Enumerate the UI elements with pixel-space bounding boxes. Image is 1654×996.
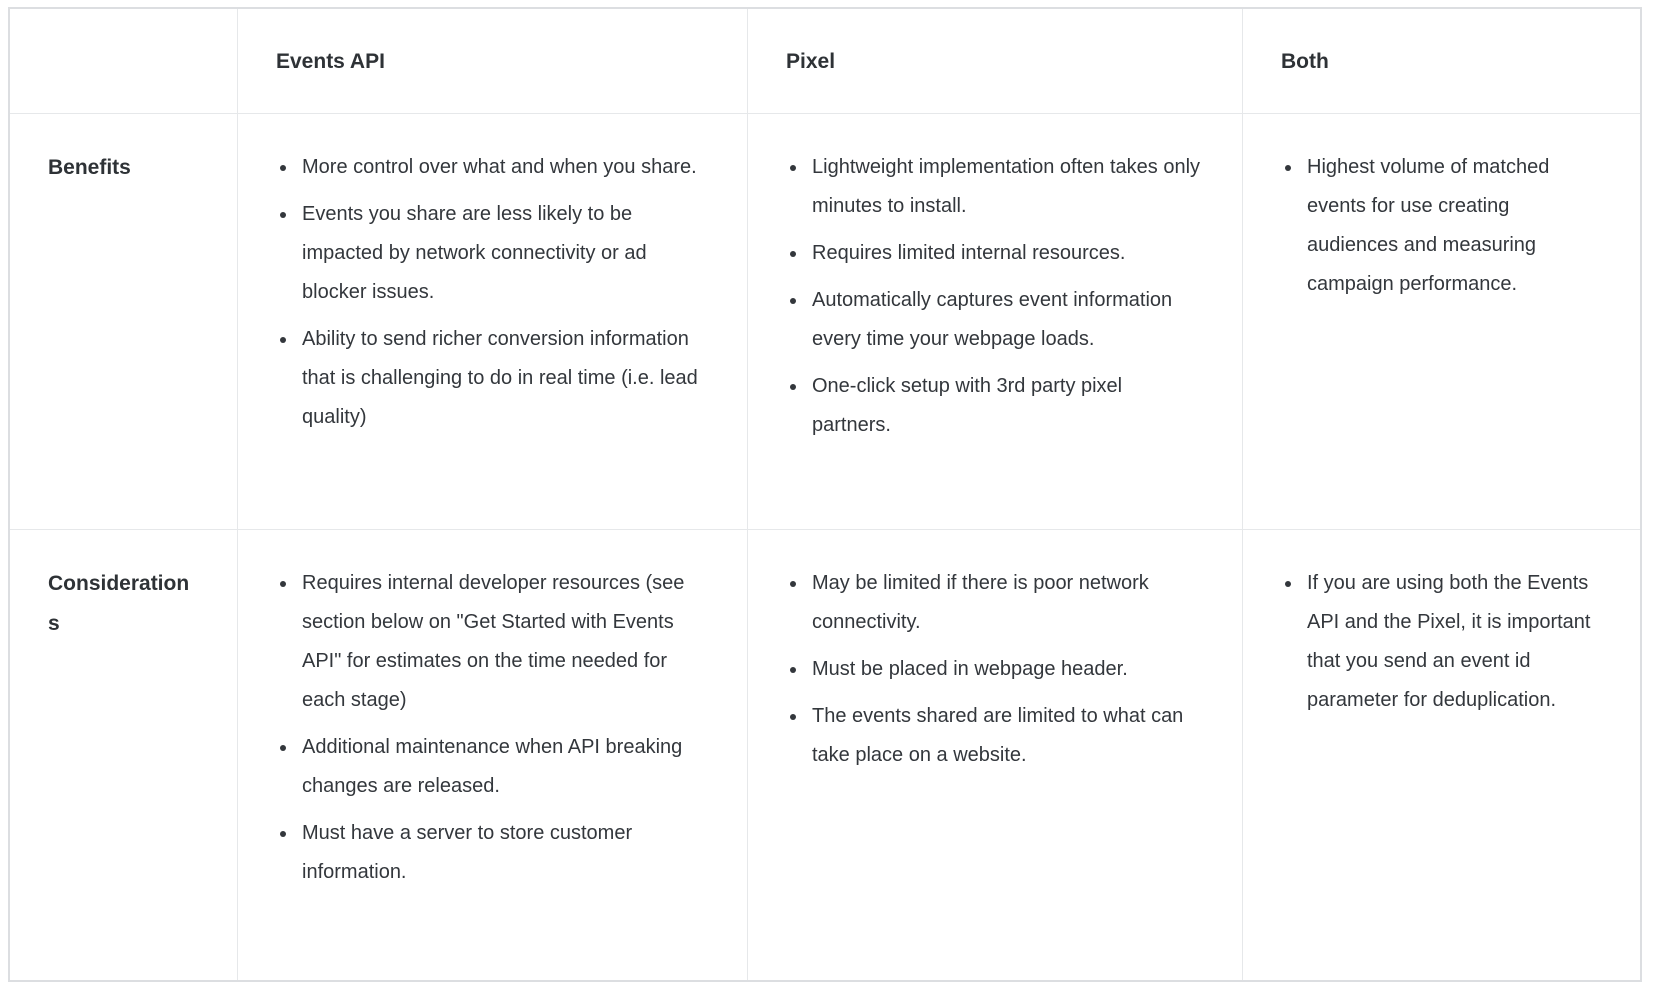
cell-considerations-events-api <box>238 530 748 980</box>
bullet-item: • Events you share are less likely to be impacted by network connectivity or ad blocker issues. <box>298 195 709 312</box>
benefits-pixel-list <box>786 148 1204 445</box>
column-header-pixel: Pixel <box>748 9 1243 113</box>
considerations-pixel-list <box>786 564 1204 775</box>
cell-benefits-pixel <box>748 114 1243 529</box>
bullet-item: • Automatically captures event information every time your webpage loads. <box>808 281 1204 359</box>
bullet-item: • Requires limited internal resources. <box>808 234 1204 273</box>
considerations-both-list <box>1281 564 1602 720</box>
bullet-item: • Must have a server to store customer information. <box>298 814 709 892</box>
table-row-considerations <box>10 530 1640 980</box>
bullet-item: • Must be placed in webpage header. <box>808 650 1204 689</box>
row-label-benefits: Benefits <box>10 114 238 529</box>
bullet-item: • Ability to send richer conversion information that is challenging to do in real time (i.e. lead quality) <box>298 320 709 437</box>
benefits-both-list <box>1281 148 1602 304</box>
bullet-item: • Lightweight implementation often takes only minutes to install. <box>808 148 1204 226</box>
bullet-item: • May be limited if there is poor network connectivity. <box>808 564 1204 642</box>
comparison-table <box>8 7 1642 982</box>
corner-cell <box>10 9 238 113</box>
column-header-events-api: Events API <box>238 9 748 113</box>
cell-considerations-both <box>1243 530 1640 980</box>
bullet-item: • Additional maintenance when API breaking changes are released. <box>298 728 709 806</box>
considerations-events-api-list <box>276 564 709 892</box>
cell-benefits-both <box>1243 114 1640 529</box>
bullet-item: • Highest volume of matched events for use creating audiences and measuring campaign performance. <box>1303 148 1602 304</box>
column-header-both: Both <box>1281 49 1329 73</box>
row-label-considerations: Considerations <box>10 530 238 980</box>
bullet-item: • More control over what and when you share. <box>298 148 709 187</box>
bullet-item: • Requires internal developer resources (see section below on "Get Started with Events API" for estimates on the time needed for each stage) <box>298 564 709 720</box>
benefits-events-api-list <box>276 148 709 437</box>
table-row-benefits <box>10 114 1640 530</box>
cell-benefits-events-api <box>238 114 748 529</box>
bullet-item: • The events shared are limited to what can take place on a website. <box>808 697 1204 775</box>
table-header-row <box>10 9 1640 114</box>
bullet-item: • If you are using both the Events API and the Pixel, it is important that you send an event id parameter for deduplication. <box>1303 564 1602 720</box>
cell-considerations-pixel <box>748 530 1243 980</box>
bullet-item: • One-click setup with 3rd party pixel partners. <box>808 367 1204 445</box>
